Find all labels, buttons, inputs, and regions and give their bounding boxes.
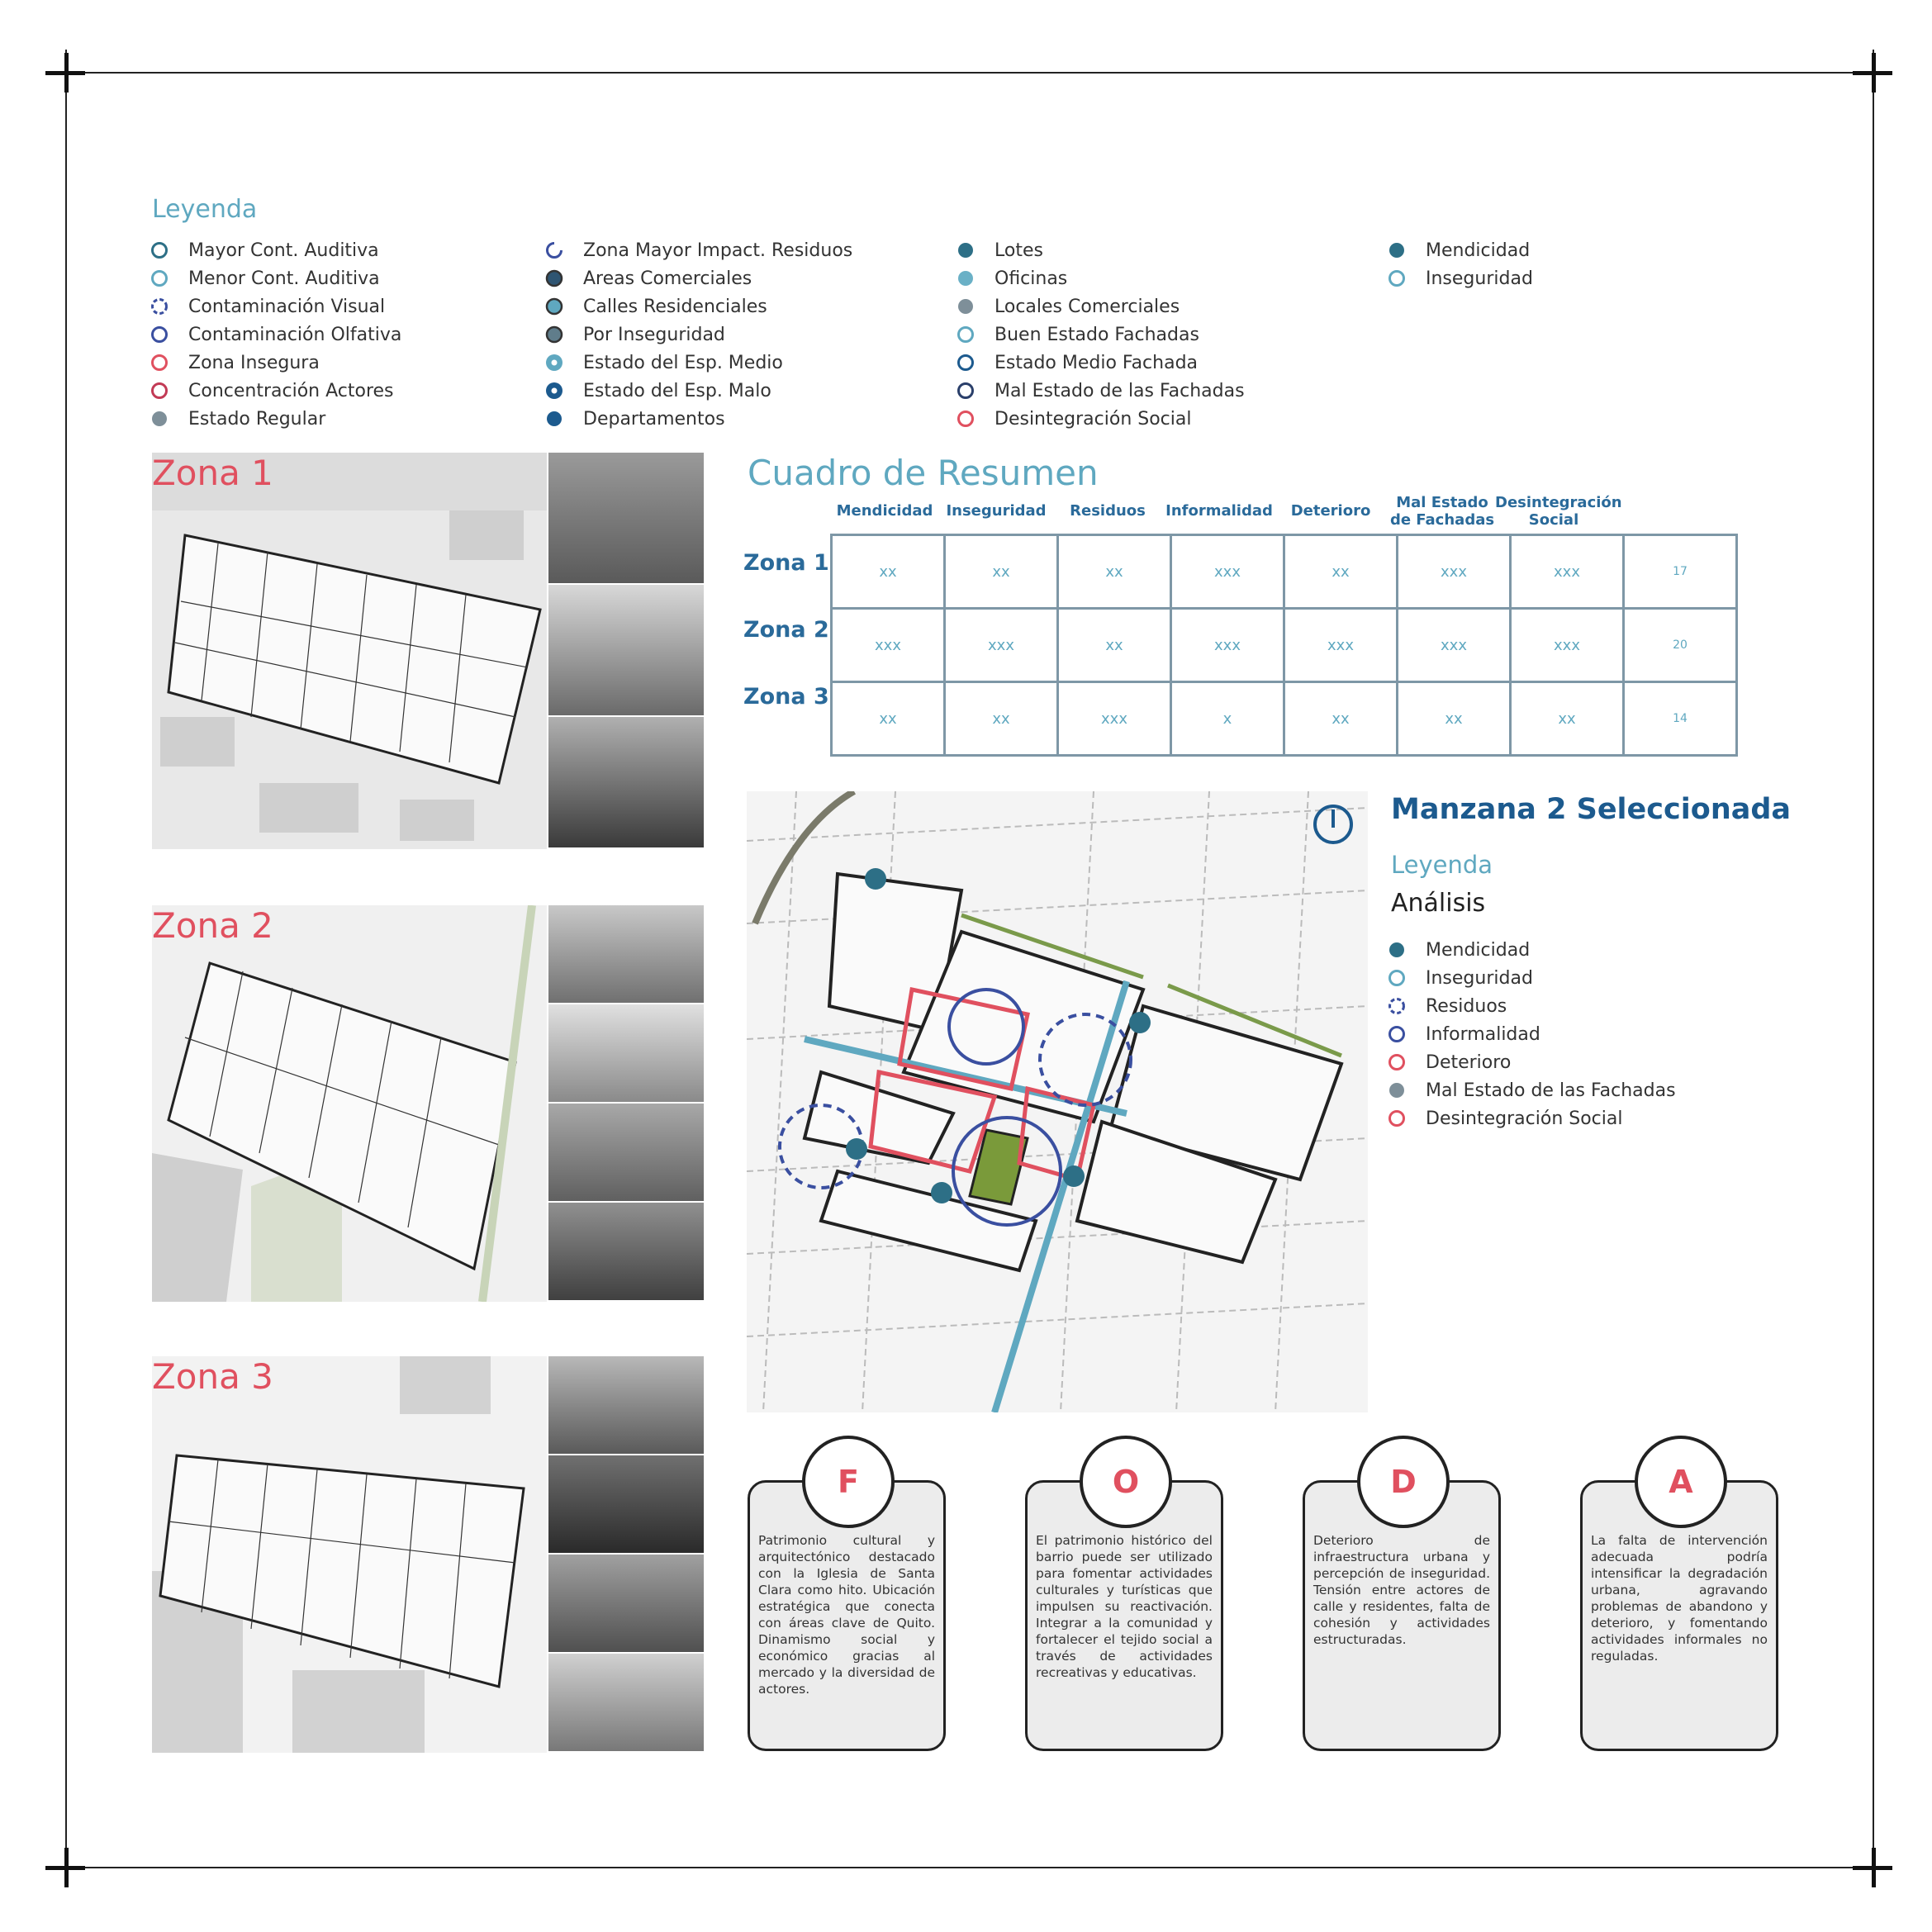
foda-letter: O: [1080, 1436, 1172, 1528]
legend-item-label: Contaminación Olfativa: [188, 324, 402, 345]
zone-3-map-drawing: [152, 1356, 547, 1753]
table-row: [832, 535, 1737, 609]
ring-icon: [150, 325, 169, 344]
zone-1-map-drawing: [152, 453, 547, 849]
table-total-cell: 20: [1624, 609, 1737, 682]
legend-item-label: Inseguridad: [1426, 967, 1533, 989]
street-photo: [548, 1356, 704, 1455]
legend-item: [545, 236, 852, 264]
street-photo: [548, 1004, 704, 1104]
manzana-analysis-title: Análisis: [1391, 889, 1486, 918]
ring-icon: [150, 382, 169, 400]
table-cell: xx: [945, 682, 1058, 756]
legend-item: [545, 292, 852, 320]
ring-icon: [150, 354, 169, 372]
zone-2-photos: [548, 905, 704, 1302]
legend-item-label: Informalidad: [1426, 1023, 1540, 1045]
legend-item-label: Zona Mayor Impact. Residuos: [583, 240, 853, 261]
legend-column-2: [545, 236, 852, 433]
legend-item: [957, 320, 1245, 349]
street-photo: [548, 453, 704, 585]
manzana-map: [747, 791, 1368, 1412]
foda-text: Patrimonio cultural y arquitectónico destacado con la Iglesia de Santa Clara como hito. Ubicación estratégica que conecta con áreas clave de Quito. Dinamismo social y económico gracias al mercado y la diversidad de actores.: [758, 1533, 935, 1697]
legend-item-label: Lotes: [994, 240, 1043, 261]
legend-item: [1388, 964, 1676, 992]
ring-icon: [150, 241, 169, 259]
legend-item: [150, 236, 401, 264]
foda-text: El patrimonio histórico del barrio puede ser utilizado para fomentar actividades culturales y turísticas que impulsen su reactivación. Integrar a la comunidad y fortalecer el tejido social a través de actividades recreativas y educativas.: [1036, 1533, 1213, 1680]
street-photo: [548, 1104, 704, 1203]
table-cell: xx: [1284, 682, 1398, 756]
summary-column-header: Deterioro: [1290, 502, 1371, 520]
ring-icon: [957, 410, 975, 428]
summary-row-header: Zona 1: [743, 550, 829, 576]
summary-column-header: Desintegración Social: [1495, 494, 1622, 529]
legend-item: [957, 405, 1245, 433]
table-cell: xxx: [1171, 535, 1284, 609]
legend-title: Leyenda: [152, 195, 258, 224]
summary-column-header: Mal Estado de Fachadas: [1389, 494, 1495, 529]
table-cell: xxx: [945, 609, 1058, 682]
legend-item: [150, 405, 401, 433]
legend-item-label: Locales Comerciales: [994, 296, 1180, 317]
legend-item: [1388, 936, 1676, 964]
ring-icon: [1388, 1025, 1406, 1043]
zone-3-map: [152, 1356, 547, 1753]
legend-item: [150, 320, 401, 349]
street-photo: [548, 905, 704, 1004]
legend-item-label: Mendicidad: [1426, 939, 1531, 961]
legend-item-label: Desintegración Social: [994, 408, 1192, 430]
legend-item-label: Estado del Esp. Malo: [583, 380, 771, 401]
dot-icon: [957, 297, 975, 316]
legend-item: [545, 320, 852, 349]
legend-item: [150, 349, 401, 377]
outlined-dot-icon: [545, 325, 563, 344]
street-photo: [548, 717, 704, 849]
ring-icon: [1388, 1109, 1406, 1127]
summary-column-header: Mendicidad: [836, 502, 933, 520]
summary-row-header: Zona 2: [743, 617, 829, 643]
target-icon: [545, 354, 563, 372]
legend-item-label: Desintegración Social: [1426, 1108, 1623, 1129]
arc-ring-icon: [545, 241, 563, 259]
summary-column-header: Residuos: [1070, 502, 1146, 520]
dot-icon: [150, 410, 169, 428]
legend-item: [150, 377, 401, 405]
ring-icon: [1388, 269, 1406, 287]
table-total-cell: 14: [1624, 682, 1737, 756]
legend-item-label: Inseguridad: [1426, 268, 1533, 289]
legend-item-label: Oficinas: [994, 268, 1068, 289]
table-total-cell: 17: [1624, 535, 1737, 609]
foda-letter: D: [1357, 1436, 1450, 1528]
legend-item: [150, 264, 401, 292]
legend-item: [957, 236, 1245, 264]
summary-title: Cuadro de Resumen: [748, 453, 1099, 493]
legend-item-label: Mendicidad: [1426, 240, 1531, 261]
dot-icon: [1388, 941, 1406, 959]
legend-item: [545, 349, 852, 377]
table-cell: xxx: [832, 609, 945, 682]
table-cell: xx: [832, 682, 945, 756]
legend-item: [957, 264, 1245, 292]
dashed-ring-icon: [1388, 997, 1406, 1015]
table-cell: xx: [945, 535, 1058, 609]
legend-item-label: Departamentos: [583, 408, 725, 430]
legend-item-label: Buen Estado Fachadas: [994, 324, 1199, 345]
dot-icon: [957, 269, 975, 287]
street-photo: [548, 1654, 704, 1753]
legend-item: [1388, 1076, 1676, 1104]
legend-item-label: Menor Cont. Auditiva: [188, 268, 380, 289]
table-cell: xxx: [1171, 609, 1284, 682]
table-row: [832, 609, 1737, 682]
foda-letter: A: [1635, 1436, 1727, 1528]
ring-icon: [1388, 1053, 1406, 1071]
legend-item-label: Estado Medio Fachada: [994, 352, 1199, 373]
legend-item-label: Deterioro: [1426, 1051, 1512, 1073]
ring-icon: [957, 325, 975, 344]
table-row: [832, 682, 1737, 756]
legend-item: [1388, 1104, 1676, 1132]
dot-icon: [957, 241, 975, 259]
table-cell: xx: [1511, 682, 1624, 756]
legend-item: [150, 292, 401, 320]
table-cell: xx: [1058, 609, 1171, 682]
table-cell: xxx: [1511, 609, 1624, 682]
table-cell: xx: [1058, 535, 1171, 609]
legend-item-label: Mal Estado de las Fachadas: [994, 380, 1245, 401]
manzana-map-drawing: [747, 791, 1368, 1412]
legend-item: [957, 377, 1245, 405]
legend-item-label: Residuos: [1426, 995, 1507, 1017]
ring-icon: [957, 382, 975, 400]
legend-item: [957, 292, 1245, 320]
legend-item: [545, 405, 852, 433]
legend-item: [957, 349, 1245, 377]
summary-row-header: Zona 3: [743, 684, 829, 710]
legend-item-label: Mal Estado de las Fachadas: [1426, 1080, 1676, 1101]
summary-table: [830, 534, 1738, 757]
table-cell: xxx: [1511, 535, 1624, 609]
foda-text: Deterioro de infraestructura urbana y percepción de inseguridad. Tensión entre actores de calle y residentes, falta de cohesión y actividades estructuradas.: [1313, 1533, 1490, 1647]
table-cell: xx: [1398, 682, 1511, 756]
legend-item: [1388, 992, 1676, 1020]
legend-item: [1388, 264, 1533, 292]
legend-item-label: Areas Comerciales: [583, 268, 752, 289]
table-cell: x: [1171, 682, 1284, 756]
manzana-legend-list: [1388, 936, 1676, 1132]
manzana-legend-title: Leyenda: [1391, 851, 1493, 879]
table-cell: xxx: [1058, 682, 1171, 756]
legend-item: [1388, 1048, 1676, 1076]
zone-2-title: Zona 2: [152, 905, 273, 946]
summary-column-header: Informalidad: [1165, 502, 1273, 520]
zone-2-map: [152, 905, 547, 1302]
ring-icon: [1388, 969, 1406, 987]
legend-item: [1388, 236, 1533, 264]
legend-item: [545, 377, 852, 405]
street-photo: [548, 1203, 704, 1302]
zone-3-photos: [548, 1356, 704, 1753]
outlined-dot-icon: [545, 269, 563, 287]
legend-item-label: Zona Insegura: [188, 352, 320, 373]
zone-3-title: Zona 3: [152, 1356, 273, 1397]
ring-icon: [150, 269, 169, 287]
legend-item: [1388, 1020, 1676, 1048]
table-cell: xx: [1284, 535, 1398, 609]
legend-item: [545, 264, 852, 292]
legend-item-label: Estado del Esp. Medio: [583, 352, 783, 373]
street-photo: [548, 1555, 704, 1654]
dot-icon: [545, 410, 563, 428]
street-photo: [548, 585, 704, 717]
dot-icon: [1388, 241, 1406, 259]
legend-item-label: Por Inseguridad: [583, 324, 725, 345]
zone-1-map: [152, 453, 547, 849]
zone-2-map-drawing: [152, 905, 547, 1302]
dashed-ring-icon: [150, 297, 169, 316]
table-cell: xxx: [1284, 609, 1398, 682]
zone-1-photos: [548, 453, 704, 849]
legend-column-4: [1388, 236, 1533, 292]
legend-item-label: Concentración Actores: [188, 380, 394, 401]
zone-1-title: Zona 1: [152, 453, 273, 493]
outlined-dot-icon: [545, 297, 563, 316]
table-cell: xxx: [1398, 609, 1511, 682]
street-photo: [548, 1455, 704, 1555]
ring-icon: [957, 354, 975, 372]
foda-text: La falta de intervención adecuada podría intensificar la degradación urbana, agravando problemas de abandono y deterioro, y fomentando actividades informales no reguladas.: [1591, 1533, 1768, 1664]
target-icon: [545, 382, 563, 400]
summary-column-header: Inseguridad: [946, 502, 1047, 520]
legend-column-3: [957, 236, 1245, 433]
foda-letter: F: [802, 1436, 895, 1528]
table-cell: xxx: [1398, 535, 1511, 609]
legend-item-label: Estado Regular: [188, 408, 326, 430]
legend-item-label: Mayor Cont. Auditiva: [188, 240, 379, 261]
legend-item-label: Contaminación Visual: [188, 296, 386, 317]
legend-column-1: [150, 236, 401, 433]
legend-item-label: Calles Residenciales: [583, 296, 767, 317]
manzana-title: Manzana 2 Seleccionada: [1391, 793, 1792, 826]
table-cell: xx: [832, 535, 945, 609]
dot-icon: [1388, 1081, 1406, 1099]
